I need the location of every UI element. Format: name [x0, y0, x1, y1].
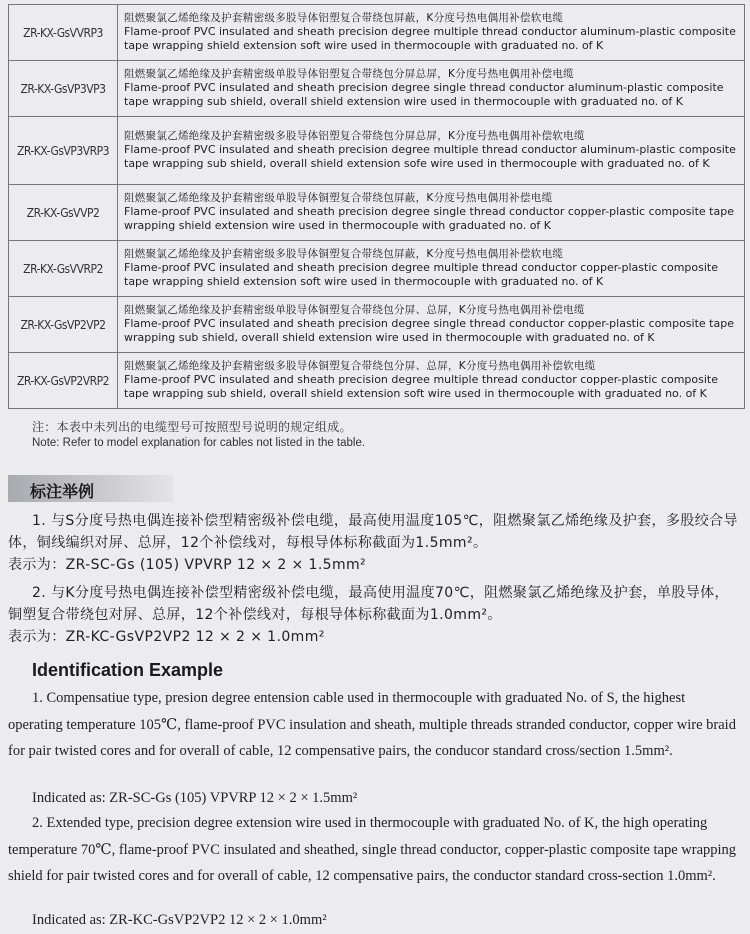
description-cn: 阻燃聚氯乙烯绝缘及护套精密级多股导体铝塑复合带绕包屏蔽，K分度号热电偶用补偿软电缆 [124, 12, 564, 25]
section-title: 标注举例 [30, 482, 95, 501]
description-cn: 阻燃聚氯乙烯绝缘及护套精密级单股导体铜塑复合带绕包屏蔽，K分度号热电偶用补偿电缆 [124, 192, 553, 205]
model-cell: ZR-KX-GsVP3VRP3 [9, 117, 118, 185]
example-1-en-indicated-text: Indicated as: ZR-SC-Gs (105) VPVRP 12 × 2 × 1.5mm² [32, 790, 358, 806]
description-en: Flame-proof PVC insulated and sheath precision degree single thread conductor copper-plastic composite tape wrapping sub shield, overall shield extension wire used in thermocouple with graduated no. of K [124, 317, 734, 344]
description-cell [118, 185, 745, 241]
example-1-en-indicated [8, 785, 738, 812]
description-cell [118, 117, 745, 185]
table-row [9, 241, 745, 297]
example-2-en-indicated [8, 907, 738, 934]
example-2-cn-indicated: 表示为：ZR-KC-GsVP2VP2 12 × 2 × 1.0mm² [8, 629, 325, 645]
example-2-cn [8, 582, 738, 648]
table-row [9, 185, 745, 241]
table-row [9, 353, 745, 409]
description-cell [118, 61, 745, 117]
description-en: Flame-proof PVC insulated and sheath precision degree single thread conductor copper-plastic composite tape wrapping shield extension wire used in thermocouple with graduated no. of K [124, 205, 734, 232]
table-row [9, 297, 745, 353]
example-1-cn [8, 510, 738, 576]
model-cell: ZR-KX-GsVP2VRP2 [9, 353, 118, 409]
cable-model-table [8, 4, 745, 409]
example-1-cn-indicated: 表示为：ZR-SC-Gs (105) VPVRP 12 × 2 × 1.5mm² [8, 557, 367, 573]
description-cn: 阻燃聚氯乙烯绝缘及护套精密级多股导体铜塑复合带绕包分屏、总屏，K分度号热电偶用补偿软电缆 [124, 360, 596, 373]
model-cell: ZR-KX-GsVP3VP3 [9, 61, 118, 117]
description-cn: 阻燃聚氯乙烯绝缘及护套精密级多股导体铝塑复合带绕包分屏总屏，K分度号热电偶用补偿软电缆 [124, 130, 585, 143]
description-en: Flame-proof PVC insulated and sheath precision degree multiple thread conductor copper-plastic composite tape wrapping shield extension soft wire used in thermocouple with graduated no. of K [124, 261, 719, 288]
description-cn: 阻燃聚氯乙烯绝缘及护套精密级单股导体铜塑复合带绕包分屏、总屏，K分度号热电偶用补偿电缆 [124, 304, 585, 317]
description-cell [118, 353, 745, 409]
example-2-en-indicated-text: Indicated as: ZR-KC-GsVP2VP2 12 × 2 × 1.0mm² [32, 912, 327, 928]
model-cell: ZR-KX-GsVVP2 [9, 185, 118, 241]
example-1-cn-text: 1. 与S分度号热电偶连接补偿型精密级补偿电缆，最高使用温度105℃，阻燃聚氯乙烯绝缘及护套，多股绞合导体，铜线编织对屏、总屏，12个补偿线对，每根导体标称截面为1.5mm²。 [8, 513, 738, 551]
table-row [9, 61, 745, 117]
description-cell [118, 5, 745, 61]
description-en: Flame-proof PVC insulated and sheath precision degree single thread conductor aluminum-plastic composite tape wrapping sub shield, overall shield extension wire used in thermocouple with graduated no. of K [124, 81, 724, 108]
model-cell: ZR-KX-GsVVRP2 [9, 241, 118, 297]
model-cell: ZR-KX-GsVVRP3 [9, 5, 118, 61]
model-cell: ZR-KX-GsVP2VP2 [9, 297, 118, 353]
description-en: Flame-proof PVC insulated and sheath precision degree multiple thread conductor aluminum-plastic composite tape wrapping sub shield, overall shield extension sofe wire used in thermocouple with graduated no. of K [124, 143, 736, 170]
table-note-en: Note: Refer to model explanation for cables not listed in the table. [32, 437, 366, 449]
example-1-en: 1. Compensatiue type, presion degree entension cable used in thermocouple with graduated No. of S, the highest operating temperature 105℃, flame-proof PVC insulation and sheath, multiple threads stranded conductor, copper wire braid for pair twisted cores and for overall of cable, 12 compensative pairs, the conducor standard cross/section 1.5mm². [8, 690, 736, 759]
description-cn: 阻燃聚氯乙烯绝缘及护套精密级多股导体铜塑复合带绕包屏蔽，K分度号热电偶用补偿软电缆 [124, 248, 564, 261]
table-row [9, 5, 745, 61]
description-cell [118, 297, 745, 353]
description-en: Flame-proof PVC insulated and sheath precision degree multiple thread conductor aluminum-plastic composite tape wrapping shield extension soft wire used in thermocouple with graduated no. of K [124, 25, 736, 52]
example-2-cn-text: 2. 与K分度号热电偶连接补偿型精密级补偿电缆，最高使用温度70℃，阻燃聚氯乙烯绝缘及护套，单股导体，铜塑复合带绕包对屏、总屏，12个补偿线对，每根导体标称截面为1.0mm²。 [8, 585, 729, 623]
table-row [9, 117, 745, 185]
example-2-en: 2. Extended type, precision degree extension wire used in thermocouple with graduated No. of K, the high operating temperature 70℃, flame-proof PVC insulated and sheathed, single thread conductor, copper-plastic composite tape wrapping shield for pair twisted cores and for overall of cable, 12 compensative pairs, the conductor standard cross-section 1.0mm². [8, 815, 737, 884]
description-cn: 阻燃聚氯乙烯绝缘及护套精密级单股导体铝塑复合带绕包分屏总屏，K分度号热电偶用补偿电缆 [124, 68, 574, 81]
table-note-cn: 注：本表中未列出的电缆型号可按照型号说明的规定组成。 [32, 420, 352, 434]
description-en: Flame-proof PVC insulated and sheath precision degree multiple thread conductor copper-plastic composite tape wrapping sub shield, overall shield extension soft wire used in thermocouple with graduated no. of K [124, 373, 719, 400]
identification-title: Identification Example [32, 660, 224, 680]
description-cell [118, 241, 745, 297]
